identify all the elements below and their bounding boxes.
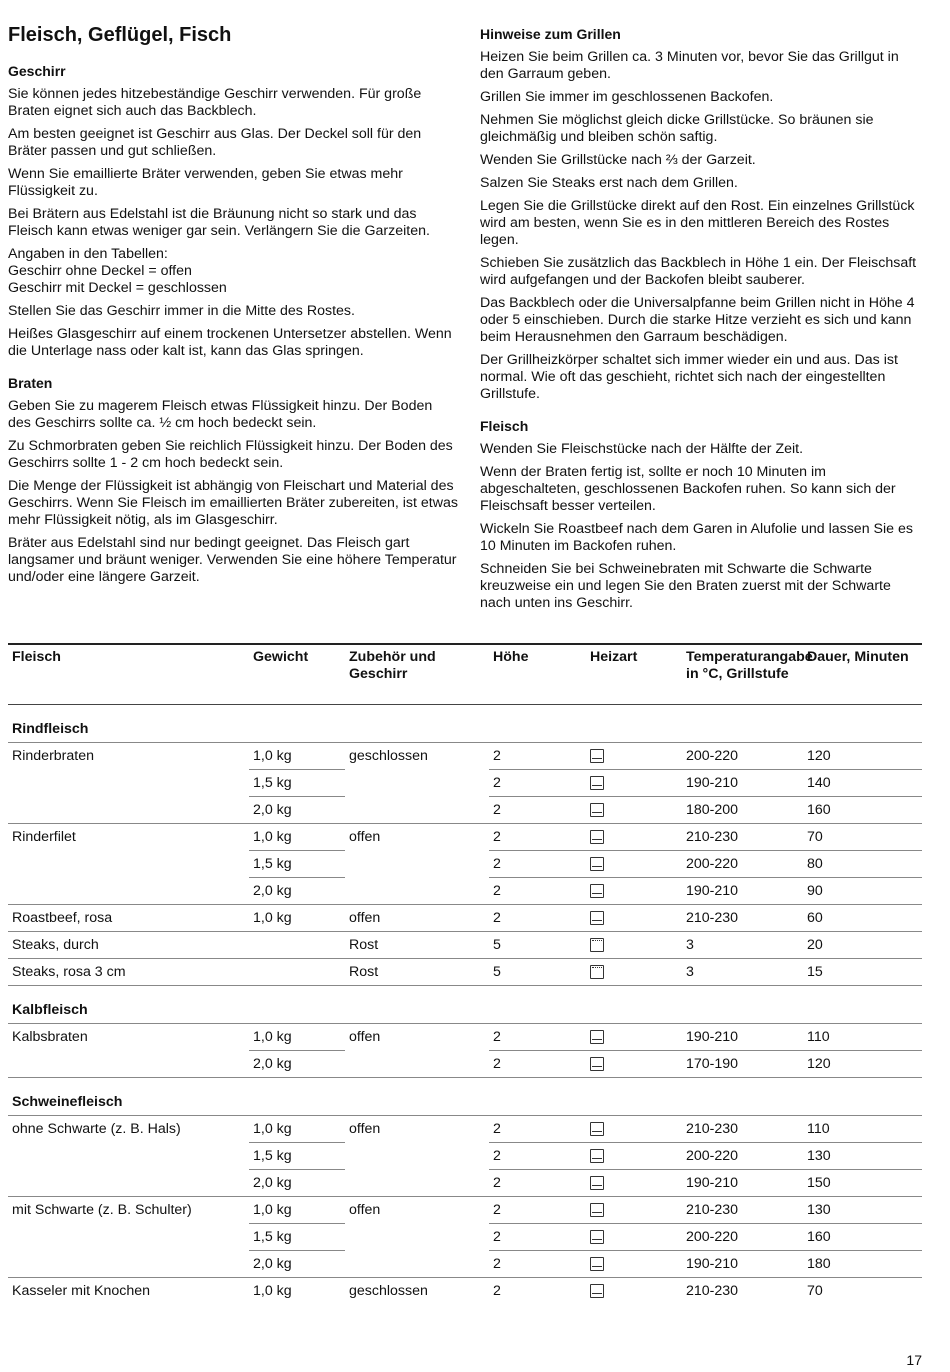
top-bottom-heat-icon xyxy=(590,803,604,817)
cell-dauer: 20 xyxy=(803,931,922,958)
paragraph: Stellen Sie das Geschirr immer in die Mitte des Rostes. xyxy=(8,303,355,319)
header-temperatur: Temperaturangabe in °C, Grillstufe xyxy=(686,649,813,682)
cell-gewicht: 1,5 kg xyxy=(249,1223,345,1250)
cell-dauer: 70 xyxy=(807,1282,823,1299)
grill-icon xyxy=(590,938,604,952)
table-row xyxy=(8,742,922,769)
cell-zubehoer: offen xyxy=(349,1028,381,1045)
top-bottom-heat-icon xyxy=(590,1230,604,1244)
cell-dauer: 110 xyxy=(803,1115,922,1142)
left-column xyxy=(8,0,458,586)
cell-hoehe: 2 xyxy=(489,904,586,931)
table-row xyxy=(8,769,922,796)
cell-zubehoer xyxy=(345,1050,489,1077)
cell-hoehe: 2 xyxy=(489,1142,586,1169)
cell-dauer: 130 xyxy=(803,1142,922,1169)
cell-hoehe: 5 xyxy=(489,958,586,985)
cell-heizart xyxy=(586,904,682,931)
cell-hoehe: 2 xyxy=(489,877,586,904)
top-bottom-heat-icon xyxy=(590,1030,604,1044)
cell-zubehoer xyxy=(345,1223,489,1250)
cell-zubehoer: offen xyxy=(345,904,489,931)
cell-gewicht: 2,0 kg xyxy=(249,796,345,823)
section-row-schwein xyxy=(8,1077,922,1115)
top-bottom-heat-icon xyxy=(590,1203,604,1217)
cell-temp: 190-210 xyxy=(682,1023,803,1050)
cell-hoehe: 2 xyxy=(489,1023,586,1050)
top-bottom-heat-icon xyxy=(590,1057,604,1071)
top-bottom-heat-icon xyxy=(590,857,604,871)
cell-name: ohne Schwarte (z. B. Hals) xyxy=(12,1120,181,1137)
page-number: 17 xyxy=(906,1352,922,1368)
top-bottom-heat-icon xyxy=(590,749,604,763)
cell-temp: 200-220 xyxy=(682,1223,803,1250)
paragraph: Schieben Sie zusätzlich das Backblech in Höhe 1 ein. Der Fleischsaft wird aufgefangen und der Backofen bleibt sauberer. xyxy=(480,255,917,288)
cell-temp: 210-230 xyxy=(682,904,803,931)
section-label: Rindfleisch xyxy=(8,704,922,742)
cell-temp: 190-210 xyxy=(682,1169,803,1196)
cell-gewicht: 1,5 kg xyxy=(249,769,345,796)
table-row xyxy=(8,904,922,931)
paragraph: Der Grillheizkörper schaltet sich immer wieder ein und aus. Das ist normal. Wie oft das geschieht, richtet sich nach der eingestellten Grillstufe. xyxy=(480,352,898,402)
cell-dauer: 130 xyxy=(803,1196,922,1223)
cell-dauer: 140 xyxy=(803,769,922,796)
cell-hoehe: 2 xyxy=(489,1115,586,1142)
cell-heizart xyxy=(586,958,682,985)
cell-heizart xyxy=(586,1250,682,1277)
cell-temp: 3 xyxy=(682,931,803,958)
cell-zubehoer xyxy=(345,1142,489,1169)
cell-name: Rinderbraten xyxy=(12,747,95,764)
cell-hoehe: 2 xyxy=(489,1050,586,1077)
cell-gewicht: 1,0 kg xyxy=(249,1023,345,1050)
cell-gewicht xyxy=(249,931,345,958)
cell-gewicht: 2,0 kg xyxy=(249,1169,345,1196)
table-row xyxy=(8,796,922,823)
cell-dauer: 120 xyxy=(803,742,922,769)
cell-heizart xyxy=(586,877,682,904)
cell-heizart xyxy=(586,769,682,796)
table-row xyxy=(8,1050,922,1077)
cell-name: Rinderfilet xyxy=(12,828,76,845)
cell-hoehe: 2 xyxy=(489,796,586,823)
paragraph: Wenden Sie Grillstücke nach ⅔ der Garzeit. xyxy=(480,152,756,168)
table-row xyxy=(8,1277,922,1304)
cell-dauer: 180 xyxy=(803,1250,922,1277)
header-gewicht: Gewicht xyxy=(253,649,309,665)
cooking-table xyxy=(8,643,922,1304)
cell-name xyxy=(8,1250,249,1277)
section-heading-braten: Braten xyxy=(8,375,53,391)
cell-zubehoer xyxy=(345,850,489,877)
cell-name xyxy=(8,1050,249,1077)
cell-dauer: 80 xyxy=(803,850,922,877)
cell-zubehoer: offen xyxy=(349,828,381,845)
header-zubehoer: Zubehör und Geschirr xyxy=(349,649,436,682)
paragraph: Salzen Sie Steaks erst nach dem Grillen. xyxy=(480,175,738,191)
cell-name xyxy=(8,877,249,904)
section-heading-geschirr: Geschirr xyxy=(8,63,66,79)
cell-temp: 210-230 xyxy=(682,1115,803,1142)
paragraph: Geschirr ohne Deckel = offen xyxy=(8,263,192,279)
paragraph: Heißes Glasgeschirr auf einem trockenen Untersetzer abstellen. Wenn die Unterlage nass oder kalt ist, kann das Glas springen. xyxy=(8,326,452,359)
cell-hoehe: 2 xyxy=(489,850,586,877)
cell-temp: 170-190 xyxy=(682,1050,803,1077)
cell-temp: 210-230 xyxy=(682,823,803,850)
paragraph: Bräter aus Edelstahl sind nur bedingt geeignet. Das Fleisch gart langsamer und bräunt weniger. Verwenden Sie eine höhere Temperatur und/oder eine längere Garzeit. xyxy=(8,535,457,585)
table-row xyxy=(8,877,922,904)
cell-dauer: 60 xyxy=(803,904,922,931)
top-bottom-heat-icon xyxy=(590,1122,604,1136)
table-row xyxy=(8,1142,922,1169)
cell-heizart xyxy=(586,742,682,769)
paragraph: Bei Brätern aus Edelstahl ist die Bräunung nicht so stark und das Fleisch kann etwas weniger gar sein. Verlängern Sie die Garzeiten. xyxy=(8,206,430,239)
cell-heizart xyxy=(586,823,682,850)
cell-gewicht: 2,0 kg xyxy=(249,1250,345,1277)
section-heading-grillen: Hinweise zum Grillen xyxy=(480,26,621,42)
cell-hoehe: 2 xyxy=(489,1250,586,1277)
table-row xyxy=(8,1250,922,1277)
cell-dauer: 160 xyxy=(803,796,922,823)
header-dauer: Dauer, Minuten xyxy=(807,649,909,665)
cell-hoehe: 2 xyxy=(489,823,586,850)
cell-gewicht: 1,5 kg xyxy=(249,1142,345,1169)
cell-name xyxy=(8,796,249,823)
cell-heizart xyxy=(586,1196,682,1223)
cell-heizart xyxy=(586,1277,682,1304)
paragraph: Grillen Sie immer im geschlossenen Backofen. xyxy=(480,89,774,105)
cell-zubehoer: geschlossen xyxy=(349,747,428,764)
top-bottom-heat-icon xyxy=(590,1176,604,1190)
cell-temp: 200-220 xyxy=(682,742,803,769)
cell-zubehoer xyxy=(345,1169,489,1196)
header-hoehe: Höhe xyxy=(493,649,529,665)
cell-hoehe: 2 xyxy=(489,1223,586,1250)
table-row xyxy=(8,1223,922,1250)
top-bottom-heat-icon xyxy=(590,1149,604,1163)
cell-name xyxy=(8,769,249,796)
cell-name: Steaks, durch xyxy=(8,931,249,958)
paragraph: Am besten geeignet ist Geschirr aus Glas. Der Deckel soll für den Bräter passen und gut schließen. xyxy=(8,126,422,159)
cell-gewicht: 1,0 kg xyxy=(249,742,345,769)
cell-heizart xyxy=(586,796,682,823)
top-bottom-heat-icon xyxy=(590,911,604,925)
cell-name: Kasseler mit Knochen xyxy=(12,1282,151,1299)
cell-heizart xyxy=(586,1023,682,1050)
table-row xyxy=(8,958,922,985)
section-row-kalb xyxy=(8,985,922,1023)
cell-temp: 190-210 xyxy=(682,1250,803,1277)
table-row xyxy=(8,823,922,850)
cell-zubehoer xyxy=(345,1250,489,1277)
paragraph: Nehmen Sie möglichst gleich dicke Grillstücke. So bräunen sie gleichmäßig und bleiben schön saftig. xyxy=(480,112,874,145)
cell-hoehe: 2 xyxy=(489,1196,586,1223)
cell-name xyxy=(8,850,249,877)
paragraph: Geben Sie zu magerem Fleisch etwas Flüssigkeit hinzu. Der Boden des Geschirrs sollte ca. ½ cm hoch bedeckt sein. xyxy=(8,398,433,431)
cell-zubehoer xyxy=(345,769,489,796)
section-label: Kalbfleisch xyxy=(8,985,922,1023)
cell-dauer: 15 xyxy=(803,958,922,985)
paragraph: Heizen Sie beim Grillen ca. 3 Minuten vor, bevor Sie das Grillgut in den Garraum geben. xyxy=(480,49,899,82)
paragraph: Geschirr mit Deckel = geschlossen xyxy=(8,280,227,296)
cell-dauer: 150 xyxy=(803,1169,922,1196)
table-header-row xyxy=(8,644,922,704)
cell-zubehoer: geschlossen xyxy=(349,1282,428,1299)
section-label: Schweinefleisch xyxy=(8,1077,922,1115)
table-row xyxy=(8,1023,922,1050)
cell-name xyxy=(8,1142,249,1169)
cell-heizart xyxy=(586,1050,682,1077)
paragraph: Angaben in den Tabellen: xyxy=(8,246,168,262)
paragraph: Wenden Sie Fleischstücke nach der Hälfte der Zeit. xyxy=(480,441,804,457)
cell-heizart xyxy=(586,1169,682,1196)
cell-hoehe: 5 xyxy=(489,931,586,958)
top-bottom-heat-icon xyxy=(590,884,604,898)
paragraph: Die Menge der Flüssigkeit ist abhängig von Fleischart und Material des Geschirrs. Wenn Sie Fleisch im emaillierten Bräter zubereiten, ist etwas mehr Flüssigkeit nötig, als im Glasgeschirr. xyxy=(8,478,458,528)
cell-temp: 3 xyxy=(682,958,803,985)
cell-gewicht: 1,0 kg xyxy=(249,1115,345,1142)
cell-heizart xyxy=(586,1223,682,1250)
cell-dauer: 70 xyxy=(803,823,922,850)
cell-temp: 190-210 xyxy=(682,769,803,796)
section-row-rind xyxy=(8,704,922,742)
cell-zubehoer xyxy=(345,796,489,823)
cell-gewicht: 2,0 kg xyxy=(249,1050,345,1077)
cell-dauer: 160 xyxy=(803,1223,922,1250)
cell-temp: 190-210 xyxy=(682,877,803,904)
cell-gewicht: 1,0 kg xyxy=(249,823,345,850)
cell-heizart xyxy=(586,1142,682,1169)
cell-hoehe: 2 xyxy=(493,1282,501,1299)
top-bottom-heat-icon xyxy=(590,1257,604,1271)
paragraph: Wickeln Sie Roastbeef nach dem Garen in Alufolie und lassen Sie es 10 Minuten im Backofen ruhen. xyxy=(480,521,913,554)
table-row xyxy=(8,1169,922,1196)
cell-heizart xyxy=(586,931,682,958)
cell-zubehoer xyxy=(345,877,489,904)
paragraph: Wenn Sie emaillierte Bräter verwenden, geben Sie etwas mehr Flüssigkeit zu. xyxy=(8,166,403,199)
table-row xyxy=(8,1115,922,1142)
section-heading-fleisch: Fleisch xyxy=(480,418,529,434)
paragraph: Sie können jedes hitzebeständige Geschirr verwenden. Für große Braten eignet sich auch das Backblech. xyxy=(8,86,422,119)
cell-name: Roastbeef, rosa xyxy=(8,904,249,931)
paragraph: Schneiden Sie bei Schweinebraten mit Schwarte die Schwarte kreuzweise ein und legen Sie den Braten zuerst mit der Schwarte nach unten ins Geschirr. xyxy=(480,561,891,611)
cell-name xyxy=(8,1169,249,1196)
paragraph: Zu Schmorbraten geben Sie reichlich Flüssigkeit hinzu. Der Boden des Geschirrs sollte 1 - 2 cm hoch bedeckt sein. xyxy=(8,438,453,471)
cell-temp: 210-230 xyxy=(686,1282,739,1299)
cell-hoehe: 2 xyxy=(489,742,586,769)
cell-temp: 180-200 xyxy=(682,796,803,823)
cell-name xyxy=(8,1223,249,1250)
cell-gewicht: 1,0 kg xyxy=(253,1282,292,1299)
cell-zubehoer: offen xyxy=(349,1120,381,1137)
table-body xyxy=(8,704,922,1304)
paragraph: Wenn der Braten fertig ist, sollte er noch 10 Minuten im abgeschalteten, geschlossenen Backofen ruhen. So kann sich der Fleischsaft besser verteilen. xyxy=(480,464,896,514)
cell-gewicht xyxy=(249,958,345,985)
paragraph: Das Backblech oder die Universalpfanne beim Grillen nicht in Höhe 4 oder 5 einschieben. Durch die starke Hitze verzieht es sich und kann beim Herausnehmen den Garraum beschädigen. xyxy=(480,295,915,345)
header-fleisch: Fleisch xyxy=(12,649,61,665)
cell-heizart xyxy=(586,1115,682,1142)
cell-hoehe: 2 xyxy=(489,769,586,796)
cell-name: Kalbsbraten xyxy=(12,1028,88,1045)
grill-icon xyxy=(590,965,604,979)
right-column xyxy=(480,0,925,612)
paragraph: Legen Sie die Grillstücke direkt auf den Rost. Ein einzelnes Grillstück wird am besten, wenn Sie es in den mittleren Bereich des Rostes legen. xyxy=(480,198,915,248)
cell-zubehoer: Rost xyxy=(345,931,489,958)
top-bottom-heat-icon xyxy=(590,830,604,844)
cell-temp: 210-230 xyxy=(682,1196,803,1223)
cell-dauer: 120 xyxy=(803,1050,922,1077)
top-bottom-heat-icon xyxy=(590,776,604,790)
cell-gewicht: 2,0 kg xyxy=(249,877,345,904)
cell-dauer: 90 xyxy=(803,877,922,904)
top-bottom-heat-icon xyxy=(590,1284,604,1298)
header-heizart: Heizart xyxy=(590,649,638,665)
cell-temp: 200-220 xyxy=(682,850,803,877)
cell-gewicht: 1,0 kg xyxy=(249,904,345,931)
cell-gewicht: 1,5 kg xyxy=(249,850,345,877)
cell-heizart xyxy=(586,850,682,877)
table-row xyxy=(8,931,922,958)
cell-zubehoer: offen xyxy=(349,1201,381,1218)
cell-dauer: 110 xyxy=(803,1023,922,1050)
cell-name: mit Schwarte (z. B. Schulter) xyxy=(12,1201,192,1218)
cell-temp: 200-220 xyxy=(682,1142,803,1169)
page-title: Fleisch, Geflügel, Fisch xyxy=(8,24,232,46)
table-row xyxy=(8,1196,922,1223)
table-row xyxy=(8,850,922,877)
cell-gewicht: 1,0 kg xyxy=(249,1196,345,1223)
cell-name: Steaks, rosa 3 cm xyxy=(8,958,249,985)
cell-zubehoer: Rost xyxy=(345,958,489,985)
cell-hoehe: 2 xyxy=(489,1169,586,1196)
